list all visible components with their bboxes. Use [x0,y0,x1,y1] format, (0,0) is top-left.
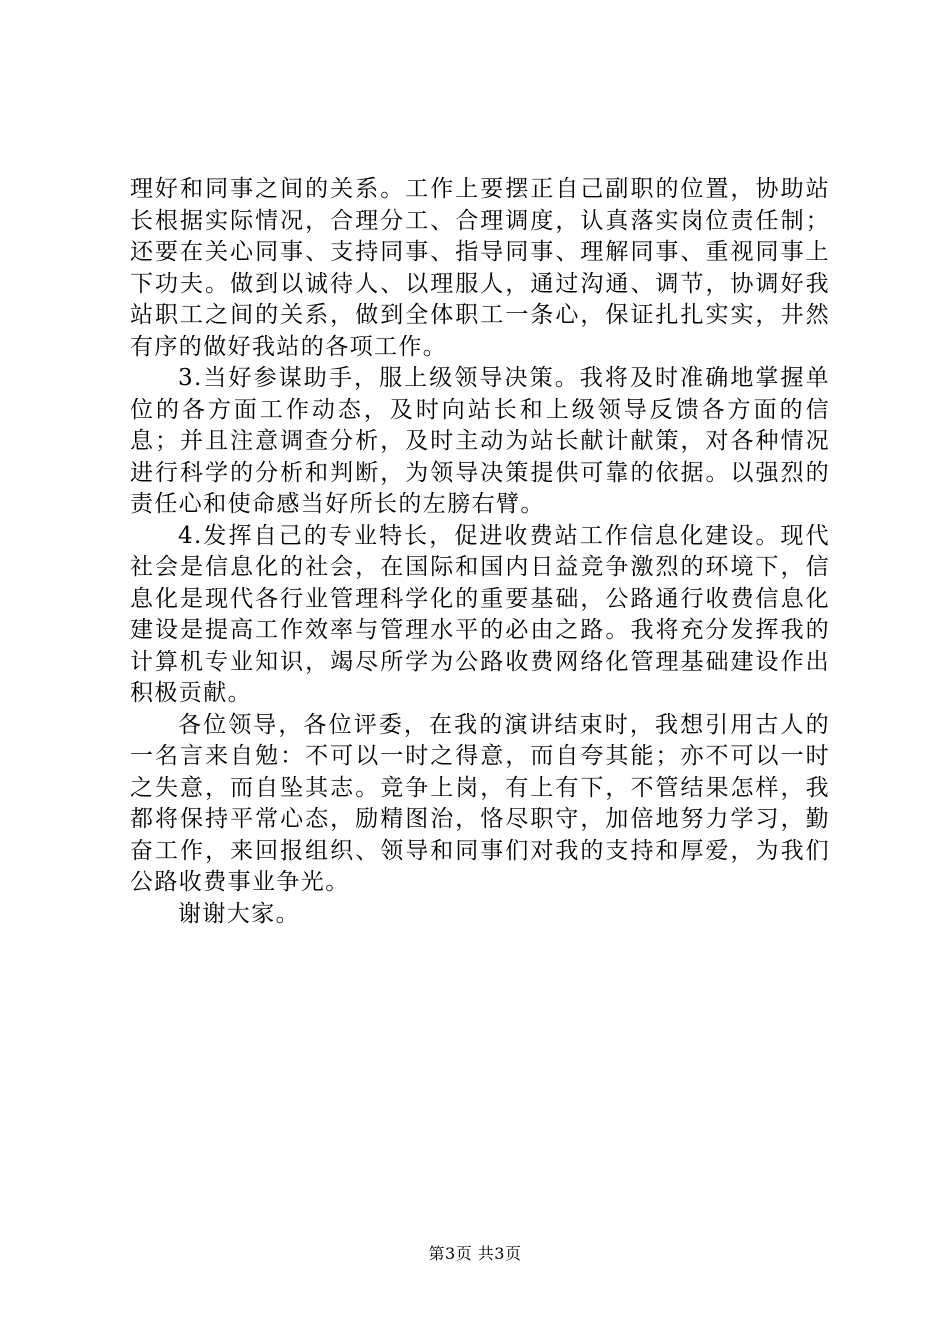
paragraph-item-4: 4.发挥自己的专业特长，促进收费站工作信息化建设。现代社会是信息化的社会，在国际和国内日益竞争激烈的环境下，信息化是现代各行业管理科学化的重要基础，公路通行收费信息化建设是提高工作效率与管理水平的必由之路。我将充分发挥我的计算机专业知识，竭尽所学为公路收费网络化管理基础建设作出积极贡献。 [130,522,830,706]
document-body [130,174,830,930]
page-footer: 第3页 共3页 [428,1244,522,1263]
paragraph-closing: 各位领导，各位评委，在我的演讲结束时，我想引用古人的一名言来自勉：不可以一时之得意，而自夸其能；亦不可以一时之失意，而自坠其志。竞争上岗，有上有下，不管结果怎样，我都将保持平常心态，励精图治，恪尽职守，加倍地努力学习，勤奋工作，来回报组织、领导和同事们对我的支持和厚爱，为我们公路收费事业争光。 [130,711,830,895]
paragraph-thanks: 谢谢大家。 [178,900,300,927]
paragraph-continuation: 理好和同事之间的关系。工作上要摆正自己副职的位置，协助站长根据实际情况，合理分工、合理调度，认真落实岗位责任制；还要在关心同事、支持同事、指导同事、理解同事、重视同事上下功夫。做到以诚待人、以理服人，通过沟通、调节，协调好我站职工之间的关系，做到全体职工一条心，保证扎扎实实，井然有序的做好我站的各项工作。 [130,176,830,360]
paragraph-item-3: 3.当好参谋助手，服上级领导决策。我将及时准确地掌握单位的各方面工作动态，及时向站长和上级领导反馈各方面的信息；并且注意调查分析，及时主动为站长献计献策，对各种情况进行科学的分析和判断，为领导决策提供可靠的依据。以强烈的责任心和使命感当好所长的左膀右臂。 [130,365,830,517]
